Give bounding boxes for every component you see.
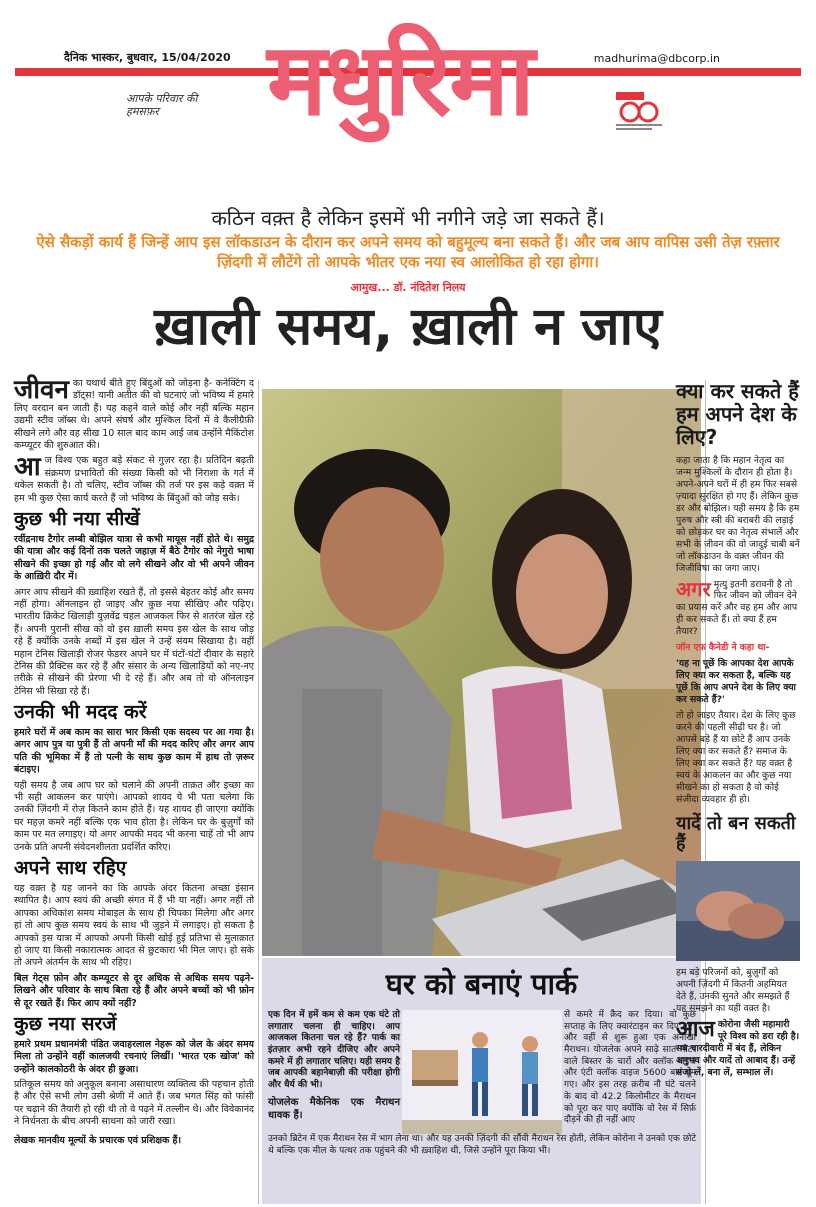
section-heading: क्या कर सकते हैं हम अपने देश के लिए? — [676, 379, 799, 449]
box-title: घर को बनाएं पार्क — [385, 967, 578, 1001]
elderly-hands-photo — [676, 861, 800, 961]
quote-attribution: जॉन एफ़ कैनेडी ने कहा था- — [676, 642, 770, 654]
author-note: लेखक मानवीय मूल्यों के प्रचारक एवं प्रशिक्षक हैं। — [14, 1134, 182, 1146]
section-heading: उनकी भी मदद करें — [14, 701, 147, 724]
column-divider — [258, 380, 259, 1204]
masthead-title: मधुरिमा — [267, 21, 533, 138]
section-heading: कुछ नया सरजें — [14, 1013, 117, 1035]
headline: ख़ाली समय, ख़ाली न जाए — [154, 297, 662, 357]
drop-cap: आज — [676, 1016, 715, 1042]
paragraph: कहा जाता है कि महान नेतृत्व का जन्म मुश्किलों के दौरान ही होता है। अपने-अपने घरों में ही हम फिर सबसे ज़्यादा सुरक्षित हो गए हैं। लेकिन कुछ डर और बोझिल। यही समय है कि हम पुरुष और स्त्री की बराबरी की लड़ाई को छोड़कर घर का नेतृत्व संभालें और सभी के जीवन की वो जादुई चाबी बनें जो लॉकडाउन के वक़्त जीवन की जिजीविषा का जगा जाए। — [676, 455, 800, 574]
paragraph: उनको ब्रिटेन में एक मैराथन रेस में भाग लेना था। और यह उनकी ज़िंदगी की सौंवी मैराथन रेस होती, लेकिन कोरोना ने उनको एक छोटे थे बल्कि एक मील के पत्थर तक पहुंचने की भी ख़्वाहिश थी, जिसे उन्होंने पूरा किया भी। — [268, 1134, 696, 1156]
anniversary-logo-icon — [614, 90, 670, 132]
box-column — [268, 1134, 696, 1157]
section-heading: यादें तो बन सकती हैं — [676, 812, 796, 855]
paragraph: एक दिन में हमें कम से कम एक घंटे तो लगातार चलना ही चाहिए। आप आजकल कितना चल रहे हैं? पार्क का इंतज़ार अभी रहने दीजिए और अपने कमरे में ही लगातार चलिए। यही समय है जब आपकी बहानेबाज़ी की परीक्षा होगी और धैर्य की भी। — [268, 1010, 400, 1091]
tagline: आपके परिवार की हमसफ़र — [126, 92, 198, 119]
paragraph: तो हो जाइए तैयार। देश के लिए कुछ करने की पहली सीढ़ी घर है। जो आपसे बड़े हैं या छोटे हैं आप उनके लिए क्या कर सकते हैं? समाज के लिए क्या कर सकते हैं? यह वक़्त है स्वयं के आकलन का और कुछ नया सीखने का हो सकता है वो कोई संजीदा व्यवहार ही हो। — [676, 710, 796, 805]
paragraph: रवींद्रनाथ टैगोर लम्बी बोझिल यात्रा से कभी मायूस नहीं होते थे। समुद्र की यात्रा और कई दिनों तक चलते जहाज़ में बैठे टैगोर को नेगुरो भाषा सीखने की इच्छा हो गई और वो लगे सीखने और वो भी अपने जीवन के आख़िरी दौर में। — [14, 533, 254, 583]
paragraph: हम बड़े परिजनों को, बुज़ुर्गों को अपनी ज़िंदगी में कितनी अहमियत देते हैं, उनकी सुनते और समझते हैं यह समझने का यही वक़्त है। — [676, 967, 790, 1014]
drop-cap: आ — [14, 452, 41, 483]
kicker: कठिन वक़्त है लेकिन इसमें भी नगीने जड़े जा सकते हैं। — [211, 206, 605, 230]
paragraph: हमारे प्रथम प्रधानमंत्री पंडित जवाहरलाल नेहरू को जेल के अंदर समय मिला तो उन्होंने वहीं कालजयी रचनाएं लिखीं। 'भारत एक खोज' को उन्होंने कालकोठरी के अंदर ही छुआ। — [14, 1038, 254, 1075]
dateline: दैनिक भास्कर, बुधवार, 15/04/2020 — [64, 51, 231, 64]
paragraph: बिल गेट्स फ़ोन और कम्प्यूटर से दूर अधिक से अधिक समय पढ़ने-लिखने और परिवार के साथ बिता रहे हैं और अपने बच्चों को भी फ़ोन से दूर रखते हैं। फिर आप क्यों नहीं? — [14, 972, 254, 1009]
park-feature-box — [262, 958, 701, 1204]
paragraph: ज विश्व एक बहुत बड़े संकट से गुज़र रहा है। प्रतिदिन बढ़ती संक्रमण प्रभावितों की संख्या किसी को भी निराशा के गर्त में धकेल सकती है। तो चलिए, स्टीव जॉब्स की तर्ज पर इस कड़े वक़्त में हम भी कुछ ऐसा कार्य करते हैं जो भविष्य के बिंदुओं को जोड़ सके। — [14, 455, 254, 504]
section-heading: कुछ भी नया सीखें — [14, 508, 140, 531]
paragraph: हमारे घरों में अब काम का सारा भार किसी एक सदस्य पर आ गया है। अगर आप पुत्र या पुत्री हैं तो अपनी माँ की मदद करिए और अगर आप पति की भूमिका में हैं तो पत्नी के साथ कुछ काम में हाथ तो ज़रूर बंटाइए। — [14, 727, 254, 776]
paragraph: प्रतिकूल समय को अनुकूल बनाना असाधारण व्यक्तित्व की पहचान होती है और ऐसे सभी लोग उसी श्रेणी में आते हैं। जब भगत सिंह को फांसी पर चढ़ाने की तैयारी हो रही थी तो वे पढ़ने में तल्लीन थे। और विवेकानंद ने निर्धनता के बीच अपनी साधना को जारी रखा। — [14, 1079, 254, 1128]
email-address[interactable]: madhurima@dbcorp.in — [593, 52, 720, 65]
box-subheading: योजलेक मैकेनिक एक मैराथन धावक हैं। — [268, 1096, 400, 1121]
paragraph: का यथार्थ बीते हुए बिंदुओं को जोड़ना है- कनेक्टिंग द डॉट्स! यानी अतीत की वो घटनाएं जो भविष्य में हमारे लिए वरदान बन जाती हैं। यह कहने वाले कोई और नहीं बल्कि महान उद्यमी स्टीव जॉब्स थे। अपने संघर्ष और मुश्किल दिनों में वे कैलीग्रैफ़ी सीखने लगे और वह सीख 10 साल बाद काम आई जब उन्होंने मैकिंटोश कम्प्यूटर की शुरुआत की। — [14, 378, 254, 452]
paragraph: से कमरे में क़ैद कर दिया। वो कुछ सप्ताह के लिए क्वारंटाइन कर दिए गए। और वहीं से शुरू हुआ एक अनोखा मैराथन। योजलेक अपने साढ़े सात मीटर वाले बिस्तर के चारों और क्लॉक वाइज और एंटी क्लॉक वाइज 5600 बार घूम गए। और इस तरह क़रीब नौ घंटे चलने के बाद वो 42.2 किलोमीटर के मैराथन को पूरा कर पाए क्योंकि वो रेस में सिर्फ़ दौड़ने की ही नहीं आए — [564, 1010, 696, 1126]
drop-cap: जीवन — [14, 375, 69, 405]
drop-cap: अगर — [676, 576, 711, 601]
right-column — [676, 380, 800, 1083]
paragraph: अगर आप सीखने की ख़्वाहिश रखते हैं, तो इससे बेहतर कोई और समय नहीं होगा। ऑनलाइन हो जाइए और कुछ नया सीखिए और पढ़िए। भारतीय क्रिकेट खिलाड़ी युज़वेंद्र चहल आजकल फिर से शतरंज खेल रहे हैं। अपनी पुरानी सीख को वो इस ख़ाली समय इस खेल के साथ जोड़ रहे हैं क्योंकि उनके शब्दों में इस खेल ने उन्हें संयम सिखाया है। वहीं महान टेनिस खिलाड़ी रोजर फेडरर अपने घर में घंटों-घंटों दीवार के सहारे टेनिस की प्रैक्टिस कर रहे हैं और संसार के अन्य खिलाड़ियों को नए-नए तरीक़े से सीखने की प्रेरणा भी दे रहे हैं। और अब तो वो ऑनलाइन टेनिस भी सिखा रहे हैं। — [14, 586, 254, 697]
box-column — [268, 1010, 400, 1124]
deck: ऐसे सैकड़ों कार्य हैं जिन्हें आप इस लॉकडाउन के दौरान कर अपने समय को बहुमूल्य बना सकते हैं। और जब आप वापिस उसी तेज़ रफ़्तार ज़िंदगी में लौटेंगे तो आपके भीतर एक नया स्व आलोकित हो रहा होगा। — [36, 233, 780, 272]
byline: आमुख... डॉ. नंदितेश निलय — [350, 281, 466, 294]
walking-men-illustration — [402, 1010, 562, 1134]
couple-laptop-photo — [262, 389, 701, 956]
paragraph: यह वक़्त है यह जानने का कि आपके अंदर कितना अच्छा इंसान स्थापित है। आप स्वयं की अच्छी संगत में हैं भी या नहीं। अगर नहीं तो आपका अधिकांश समय मोबाइल के साथ ही चिपका मिलेगा और अगर हां तो आप कुछ समय स्वयं के साथ भी जुड़ने में लगाइए। हो सकता है आपको इस यात्रा में आपको अपनी किसी खोई हुई प्रतिभा से मुलाक़ात हो जाए या किसी नकारात्मक आदत से छुटकारा भी मिल जाए। हो सके तो अपने अंतर्मन के साथ भी रहिए। — [14, 882, 254, 969]
quote: 'यह ना पूछें कि आपका देश आपके लिए क्या कर सकता है, बल्कि यह पूछें कि आप अपने देश के लिए क्या कर सकते हैं?' — [676, 658, 796, 706]
paragraph: मृत्यु इतनी डरावनी है तो फिर जीवन को जीवन देने का प्रयास करें और वह हम और आप ही कर सकते हैं। तो क्या हैं हम तैयार? — [676, 578, 798, 638]
section-heading: अपने साथ रहिए — [14, 857, 127, 880]
paragraph: यही समय है जब आप घर को चलाने की अपनी ताक़त और इच्छा का भी सही आकलन कर पाएंगे। आपको शायद ये भी पता चलेगा कि उनकी ज़िंदगी में रोज़ कितने काम होते हैं। यह शायद ही जाएगा क्योंकि घर महज़ कमरे नहीं बल्कि एक भाव होता है। लेकिन घर के बुज़ुर्गों को काम पर मत लगाइए। यो अगर आपकी मदद भी करना चाहें तो भी आप उनके प्रति अपनी संवेदनशीलता प्रदर्शित करिए। — [14, 779, 254, 853]
paragraph: कोरोना जैसी महामारी पूरे विश्व को डरा रही है। सब चारदीवारी में बंद हैं, लेकिन अनुभव और यादें तो आबाद हैं। उन्हें संजो लें, बना लें, सम्भाल लें। — [676, 1018, 800, 1078]
left-column — [14, 375, 254, 1150]
